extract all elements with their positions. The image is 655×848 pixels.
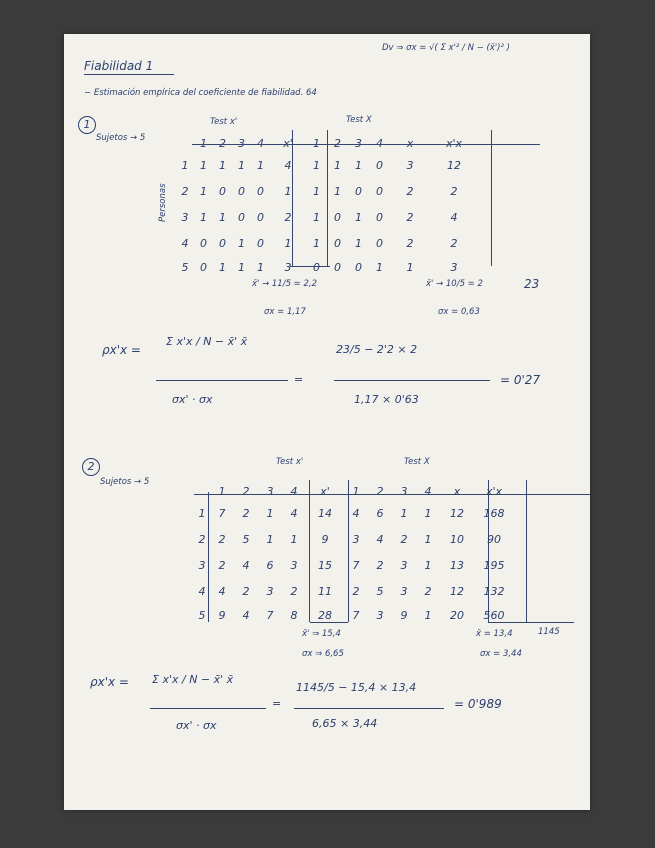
s1-rho-denominator: σx' · σx [172, 393, 213, 406]
s2-cell: 1 [290, 533, 298, 546]
s2-cell-xprime: 11 [318, 585, 332, 598]
s1-h-r3: 3 [355, 137, 362, 150]
s1-h-x: x [406, 137, 414, 150]
s1-cell-x: 2 [406, 211, 414, 224]
s1-cell: 0 [257, 237, 264, 250]
s2-cell-xx: 560 [483, 609, 505, 622]
s2-rho-sub-bar [294, 708, 444, 709]
s2-cell: 4 [242, 609, 250, 622]
s2-cell-xprime: 14 [318, 507, 332, 520]
s2-row-id: 3 [198, 559, 206, 572]
s1-cell-xprime: 4 [284, 159, 292, 172]
s1-cell-xx: 3 [450, 261, 458, 274]
s1-rho-label: ρx'x = [102, 343, 141, 357]
s1-cell: 1 [376, 261, 383, 274]
s2-cell-x: 13 [450, 559, 464, 572]
s1-cell: 0 [334, 237, 341, 250]
s1-cell: 0 [376, 185, 383, 198]
s2-cell: 2 [376, 559, 384, 572]
s2-h-l1: 1 [218, 485, 226, 498]
s2-cell: 2 [290, 585, 298, 598]
s1-cell: 1 [257, 261, 264, 274]
s2-cell-xprime: 15 [318, 559, 332, 572]
s1-equals: = [294, 373, 304, 386]
s1-cell: 0 [355, 261, 362, 274]
s1-h-xx: x'x [445, 137, 463, 150]
s1-cell: 0 [334, 261, 341, 274]
s2-cell-x: 12 [450, 585, 464, 598]
s1-row-id: 3 [181, 211, 189, 224]
s1-cell: 0 [219, 237, 226, 250]
s1-cell-xx: 4 [450, 211, 458, 224]
s2-cell: 9 [218, 609, 226, 622]
s1-h-l3: 3 [238, 137, 245, 150]
s1-h-xprime: x' [283, 137, 293, 150]
s2-cell: 3 [352, 533, 360, 546]
s1-row [176, 232, 478, 251]
s2-row-id: 4 [198, 585, 206, 598]
s2-cell: 1 [424, 609, 432, 622]
s1-vrule-c [491, 130, 492, 266]
s2-cell: 4 [290, 507, 298, 520]
notebook-page [64, 34, 590, 810]
s1-cell-x: 2 [406, 185, 414, 198]
s1-sum-xx: 23 [524, 277, 540, 291]
s2-cell-xx: 90 [487, 533, 501, 546]
s1-header-rule [192, 144, 540, 145]
page-title: Fiabilidad 1 [84, 59, 154, 73]
s1-cell: 1 [313, 237, 320, 250]
s1-cell: 1 [238, 261, 245, 274]
s1-h-l1: 1 [200, 137, 207, 150]
s1-mean-x: x̄' → 10/5 = 2 [426, 279, 483, 289]
s2-cell-x: 20 [450, 609, 464, 622]
s2-sigma-x: σx = 3,44 [480, 649, 522, 659]
s1-header-row [194, 132, 478, 151]
s2-rho-denominator: σx' · σx [176, 719, 217, 732]
s1-cell: 1 [313, 159, 320, 172]
s2-rho-numerator: Σ x'x / N − x̄' x̄ [152, 673, 234, 686]
s2-row [194, 554, 514, 573]
s2-row [194, 528, 514, 547]
s2-h-l4: 4 [290, 485, 298, 498]
s1-cell-x: 3 [406, 159, 414, 172]
s2-h-l2: 2 [242, 485, 250, 498]
s2-sigma-xprime: σx ⇒ 6,65 [302, 649, 344, 659]
s1-test-xprime: Test x' [210, 117, 238, 127]
s1-cell: 0 [376, 211, 383, 224]
s2-cell: 2 [218, 533, 226, 546]
s2-cell: 5 [242, 533, 250, 546]
s2-cell: 1 [424, 559, 432, 572]
s2-cell-xprime: 28 [318, 609, 332, 622]
s1-cell: 0 [238, 185, 245, 198]
s1-row [176, 180, 478, 199]
s1-cell: 0 [200, 237, 207, 250]
s1-cell: 1 [313, 211, 320, 224]
s2-cell: 4 [218, 585, 226, 598]
s1-cell: 1 [219, 211, 226, 224]
s2-cell: 6 [266, 559, 274, 572]
title-underline [84, 74, 174, 75]
s1-cell: 0 [238, 211, 245, 224]
s1-cell: 1 [355, 237, 362, 250]
section-1-number: 1 [78, 116, 96, 134]
s1-sigma-xprime: σx = 1,17 [264, 307, 306, 317]
s1-row-id: 1 [181, 159, 189, 172]
s2-cell-x: 10 [450, 533, 464, 546]
s2-test-x: Test X [404, 457, 430, 467]
s2-rho-fraction-bar [150, 708, 266, 709]
s1-cell: 1 [219, 261, 226, 274]
s2-h-l3: 3 [266, 485, 274, 498]
s2-cell: 2 [218, 559, 226, 572]
s1-cell: 1 [200, 211, 207, 224]
s1-cell: 1 [334, 159, 341, 172]
s2-cell: 2 [352, 585, 360, 598]
s1-rho-numerator: Σ x'x / N − x̄' x̄ [166, 335, 248, 348]
s1-cell: 1 [313, 185, 320, 198]
s2-cell: 1 [266, 507, 274, 520]
section-2-number: 2 [82, 458, 100, 476]
sigma-formula: Dv ⇒ σx = √( Σ x'² / N − (x̄')² ) [382, 43, 510, 53]
s1-cell-x: 1 [406, 261, 414, 274]
s2-cell: 9 [400, 609, 408, 622]
s1-cell: 1 [200, 185, 207, 198]
subtitle: − Estimación empírica del coeficiente de fiabilidad. 64 [84, 88, 317, 98]
s2-cell: 3 [400, 585, 408, 598]
s1-cell-xx: 2 [450, 237, 458, 250]
s1-cell: 1 [334, 185, 341, 198]
s2-cell-xx: 132 [483, 585, 505, 598]
s2-h-r4: 4 [424, 485, 432, 498]
s2-cell-xx: 195 [483, 559, 505, 572]
s1-cell: 1 [219, 159, 226, 172]
s1-subjects: Sujetos → 5 [96, 133, 146, 143]
s2-cell: 2 [424, 585, 432, 598]
s1-side-label: Personas [158, 183, 168, 222]
s1-cell: 0 [257, 185, 264, 198]
s1-h-r4: 4 [376, 137, 383, 150]
s2-rho-sub-numerator: 1145/5 − 15,4 × 13,4 [296, 681, 417, 694]
s2-cell-x: 12 [450, 507, 464, 520]
s1-cell: 0 [376, 237, 383, 250]
s2-row-id: 5 [198, 609, 206, 622]
s2-equals: = [272, 697, 282, 710]
s1-h-r2: 2 [334, 137, 341, 150]
s2-mean-x: x̄ = 13,4 [476, 629, 513, 639]
s2-rho-sub-denominator: 6,65 × 3,44 [312, 717, 378, 730]
s1-cell-x: 2 [406, 237, 414, 250]
s2-cell: 1 [266, 533, 274, 546]
s1-cell: 0 [313, 261, 320, 274]
s2-subjects: Sujetos → 5 [100, 477, 150, 487]
s2-cell: 4 [352, 507, 360, 520]
s1-sigma-x: σx = 0,63 [438, 307, 480, 317]
s2-cell: 3 [266, 585, 274, 598]
s2-rho-result: = 0'989 [454, 697, 502, 711]
s2-test-xprime: Test x' [276, 457, 304, 467]
s2-cell: 4 [376, 533, 384, 546]
s2-cell-xx: 168 [483, 507, 505, 520]
s2-row [194, 604, 514, 623]
s2-cell: 6 [376, 507, 384, 520]
s1-rho-sub-bar [334, 380, 490, 381]
s2-cell: 2 [400, 533, 408, 546]
s1-cell: 0 [219, 185, 226, 198]
s2-row [194, 580, 514, 599]
s2-h-r1: 1 [352, 485, 360, 498]
s1-rho-fraction-bar [156, 380, 288, 381]
s1-row [176, 206, 478, 225]
s2-cell: 3 [400, 559, 408, 572]
s2-cell: 7 [352, 609, 360, 622]
s1-cell-xx: 2 [450, 185, 458, 198]
s2-cell: 8 [290, 609, 298, 622]
s2-cell: 1 [400, 507, 408, 520]
s1-h-l2: 2 [219, 137, 226, 150]
s1-rho-sub-numerator: 23/5 − 2'2 × 2 [336, 343, 418, 356]
s1-h-r1: 1 [313, 137, 320, 150]
s2-cell: 3 [376, 609, 384, 622]
s2-row [194, 502, 514, 521]
s1-mean-xprime: x̄' → 11/5 = 2,2 [252, 279, 318, 289]
s2-header-row [210, 480, 514, 499]
s2-header-rule [194, 494, 590, 495]
s1-cell: 0 [257, 211, 264, 224]
s2-row-id: 1 [198, 507, 206, 520]
s1-row [176, 256, 478, 275]
s2-h-r3: 3 [400, 485, 408, 498]
s1-cell: 0 [376, 159, 383, 172]
s2-cell: 7 [352, 559, 360, 572]
s2-cell: 4 [242, 559, 250, 572]
s1-cell: 0 [355, 185, 362, 198]
s1-cell: 0 [334, 211, 341, 224]
s2-cell: 5 [376, 585, 384, 598]
s1-cell-xprime: 3 [284, 261, 292, 274]
s1-cell-xprime: 1 [284, 185, 292, 198]
s2-cell: 1 [424, 507, 432, 520]
s1-cell: 1 [238, 159, 245, 172]
s2-cell: 2 [242, 585, 250, 598]
s1-row-id: 4 [181, 237, 189, 250]
s2-cell: 7 [266, 609, 274, 622]
s2-cell: 3 [290, 559, 298, 572]
s1-cell: 1 [200, 159, 207, 172]
s2-row-id: 2 [198, 533, 206, 546]
s2-h-xx: x'x [485, 485, 503, 498]
s2-cell: 2 [242, 507, 250, 520]
s2-sum-xx: 1145 [538, 627, 560, 637]
s2-cell: 1 [424, 533, 432, 546]
s1-row-id: 2 [181, 185, 189, 198]
s1-cell: 1 [238, 237, 245, 250]
s1-cell: 1 [355, 211, 362, 224]
s2-h-x: x [453, 485, 461, 498]
s1-row-id: 5 [181, 261, 189, 274]
s1-cell: 1 [355, 159, 362, 172]
s1-cell-xprime: 1 [284, 237, 292, 250]
s1-cell-xprime: 2 [284, 211, 292, 224]
s2-h-r2: 2 [376, 485, 384, 498]
s1-row [176, 154, 478, 173]
s2-h-xprime: x' [320, 485, 330, 498]
s2-cell: 7 [218, 507, 226, 520]
s2-rho-label: ρx'x = [90, 675, 129, 689]
s2-cell-xprime: 9 [321, 533, 329, 546]
s1-h-l4: 4 [257, 137, 264, 150]
s1-cell: 1 [257, 159, 264, 172]
s2-vrule-d [526, 480, 527, 622]
s1-test-x: Test X [346, 115, 372, 125]
s1-cell: 0 [200, 261, 207, 274]
s1-rho-result: = 0'27 [500, 373, 541, 387]
s1-cell-xx: 12 [447, 159, 461, 172]
s2-mean-xprime: x̄' ⇒ 15,4 [302, 629, 341, 639]
s1-rho-sub-denominator: 1,17 × 0'63 [354, 393, 419, 406]
